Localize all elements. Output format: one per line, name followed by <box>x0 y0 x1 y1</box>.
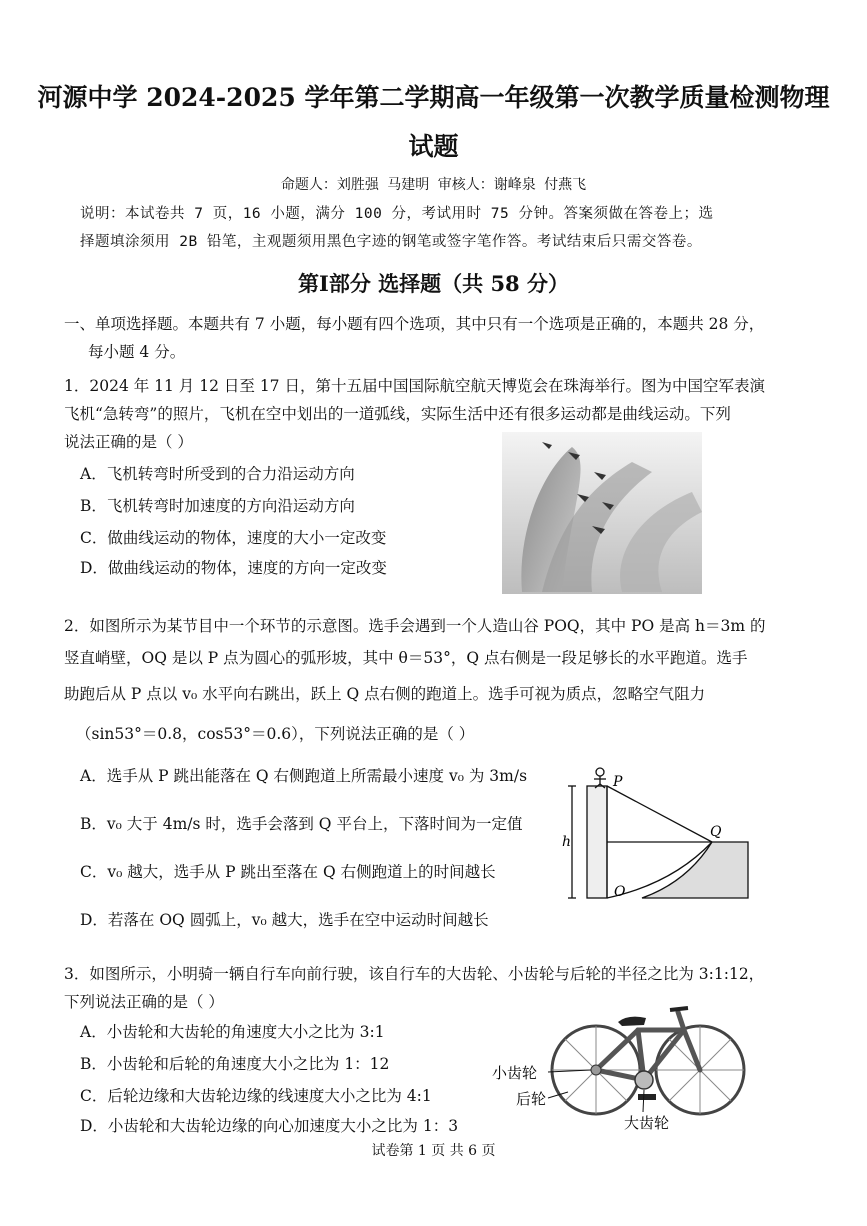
instructions-line2: 择题填涂须用 2B 铅笔，主观题须用黑色字迹的钢笔或签字笔作答。考试结束后只需交答卷。 <box>80 234 702 250</box>
q3-option-d: D．小齿轮和大齿轮边缘的向心加速度大小之比为 1：3 <box>80 1117 459 1135</box>
q3-option-a: A．小齿轮和大齿轮的角速度大小之比为 3:1 <box>80 1023 385 1041</box>
label-h: h <box>562 834 572 850</box>
q2-option-b: B．v₀ 大于 4m/s 时，选手会落到 Q 平台上，下落时间为一定值 <box>80 815 523 833</box>
q3-stem-line1: 3．如图所示，小明骑一辆自行车向前行驶，该自行车的大齿轮、小齿轮与后轮的半径之比为 3:1:12， <box>64 965 765 983</box>
part1-heading-line2: 每小题 4 分。 <box>88 343 186 361</box>
page-footer: 试卷第 1 页 共 6 页 <box>371 1143 496 1159</box>
q1-stem-line2: 飞机“急转弯”的照片，飞机在空中划出的一道弧线，实际生活中还有很多运动都是曲线运动。下列 <box>64 405 731 423</box>
page-title-line2: 试题 <box>408 132 459 161</box>
q2-option-c: C．v₀ 越大，选手从 P 跳出至落在 Q 右侧跑道上的时间越长 <box>80 863 496 881</box>
page-title: 河源中学 2024-2025 学年第二学期高一年级第一次教学质量检测物理 <box>37 83 830 112</box>
q1-option-d: D．做曲线运动的物体，速度的方向一定改变 <box>80 559 387 577</box>
q2-option-d: D．若落在 OQ 圆弧上，v₀ 越大，选手在空中运动时间越长 <box>80 911 489 929</box>
q1-stem-line3: 说法正确的是（ ） <box>64 433 193 451</box>
label-big-gear: 大齿轮 <box>624 1114 670 1130</box>
q2-option-a: A．选手从 P 跳出能落在 Q 右侧跑道上所需最小速度 v₀ 为 3m/s <box>80 767 528 785</box>
q1-option-b: B．飞机转弯时加速度的方向沿运动方向 <box>80 497 355 515</box>
q1-stem-line1: 1．2024 年 11 月 12 日至 17 日，第十五届中国国际航空航天博览会在珠海举行。图为中国空军表演 <box>64 377 765 395</box>
instructions-line1: 说明：本试卷共 7 页，16 小题，满分 100 分，考试用时 75 分钟。答案须做在答卷上；选 <box>80 206 714 222</box>
label-p: P <box>613 774 623 790</box>
q3-stem-line2: 下列说法正确的是（ ） <box>64 993 224 1011</box>
q3-option-c: C．后轮边缘和大齿轮边缘的线速度大小之比为 4:1 <box>80 1087 432 1105</box>
section-title: 第Ⅰ部分 选择题（共 58 分） <box>298 271 569 296</box>
q2-stem-line3: 助跑后从 P 点以 v₀ 水平向右跳出，跃上 Q 点右侧的跑道上。选手可视为质点，忽略空气阻力 <box>64 685 706 703</box>
bicycle-diagram <box>488 1000 748 1130</box>
q1-option-c: C．做曲线运动的物体，速度的大小一定改变 <box>80 529 387 547</box>
label-o: O <box>614 884 626 900</box>
label-rear-wheel: 后轮 <box>516 1090 547 1108</box>
q3-option-b: B．小齿轮和后轮的角速度大小之比为 1：12 <box>80 1055 390 1073</box>
part1-heading: 一、单项选择题。本题共有 7 小题，每小题有四个选项，其中只有一个选项是正确的，本题共 28 分， <box>64 315 765 333</box>
q2-stem-line2: 竖直峭壁，OQ 是以 P 点为圆心的弧形坡，其中 θ＝53°，Q 点右侧是一段足够长的水平跑道。选手 <box>64 649 748 667</box>
label-small-gear: 小齿轮 <box>492 1064 538 1082</box>
valley-diagram <box>552 764 752 904</box>
label-q: Q <box>710 824 722 840</box>
airshow-photo <box>502 432 702 594</box>
authors-line: 命题人：刘胜强 马建明 审核人：谢峰泉 付燕飞 <box>280 177 587 193</box>
q1-option-a: A．飞机转弯时所受到的合力沿运动方向 <box>80 465 355 483</box>
q2-stem-line1: 2．如图所示为某节目中一个环节的示意图。选手会遇到一个人造山谷 POQ，其中 PO 是高 h＝3m 的 <box>64 617 766 635</box>
q2-stem-line4: （sin53°＝0.8，cos53°＝0.6），下列说法正确的是（ ） <box>76 725 475 743</box>
